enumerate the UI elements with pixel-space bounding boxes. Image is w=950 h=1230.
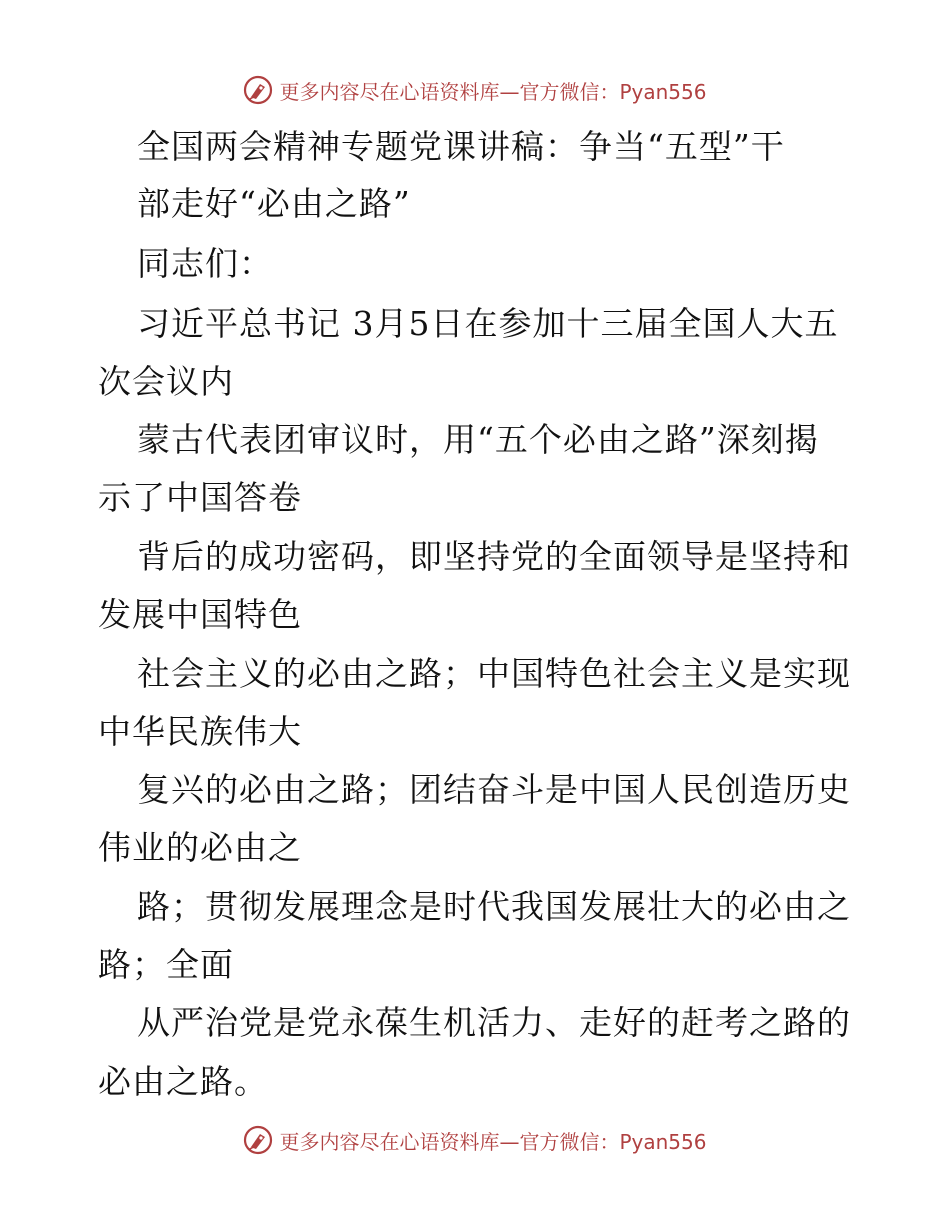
pen-nib-logo-icon — [243, 1125, 273, 1155]
footer-banner-text: 更多内容尽在心语资料库—官方微信：Pyan556 — [279, 1129, 707, 1154]
title-line-1: 全国两会精神专题党课讲稿：争当“五型”干 — [137, 127, 785, 166]
paragraph-line: 示了中国答卷 — [98, 478, 302, 517]
salutation: 同志们： — [137, 244, 273, 283]
footer-banner — [0, 1120, 950, 1160]
paragraph-line: 必由之路。 — [98, 1062, 268, 1101]
paragraph-line: 从严治党是党永葆生机活力、走好的赶考之路的 — [137, 1003, 851, 1042]
paragraph-line: 伟业的必由之 — [98, 828, 302, 867]
title-line-2: 部走好“必由之路” — [137, 184, 411, 223]
paragraph-line: 习近平总书记 3月5日在参加十三届全国人大五 — [137, 304, 839, 343]
header-banner — [0, 70, 950, 110]
paragraph-line: 社会主义的必由之路；中国特色社会主义是实现 — [137, 654, 851, 693]
paragraph-line: 发展中国特色 — [98, 595, 302, 634]
paragraph-line: 蒙古代表团审议时，用“五个必由之路”深刻揭 — [137, 420, 819, 459]
pen-nib-logo-icon — [243, 75, 273, 105]
header-banner-text: 更多内容尽在心语资料库—官方微信：Pyan556 — [279, 79, 707, 104]
paragraph-line: 路；全面 — [98, 945, 234, 984]
paragraph-line: 背后的成功密码，即坚持党的全面领导是坚持和 — [137, 537, 851, 576]
paragraph-line: 次会议内 — [98, 362, 234, 401]
paragraph-line: 路；贯彻发展理念是时代我国发展壮大的必由之 — [137, 887, 851, 926]
paragraph-line: 中华民族伟大 — [98, 712, 302, 751]
paragraph-line: 复兴的必由之路；团结奋斗是中国人民创造历史 — [137, 770, 851, 809]
